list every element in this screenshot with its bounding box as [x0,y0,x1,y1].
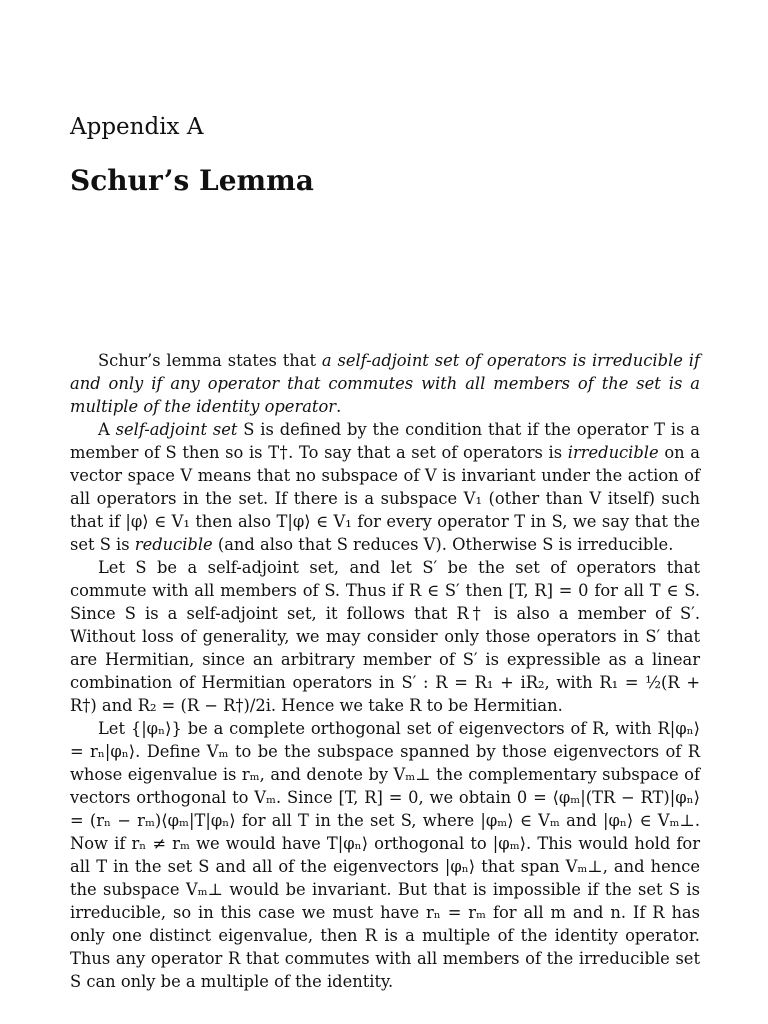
p1-italic-statement: a self-adjoint set of operators is irreducible if and only if any operator that commutes with all members of the set is a multiple of the identity operator [70,351,700,416]
paragraph-2 [70,418,700,556]
p2-italic-reducible: reducible [134,535,213,554]
chapter-title: Schur’s Lemma [70,164,314,197]
paragraph-4 [70,717,700,993]
paragraph-3 [70,556,700,717]
p2-text-1: A [98,420,116,439]
p4-text: Let {|φₙ⟩} be a complete orthogonal set of eigenvectors of R, with R|φₙ⟩ = rₙ|φₙ⟩. Define Vₘ to be the subspace spanned by those eigenvectors of R whose eigenvalue is rₘ, and denote by Vₘ⊥ the complementary subspace of vectors orthogonal to Vₘ. Since [T, R] = 0, we obtain 0 = ⟨φₘ|(TR − RT)|φₙ⟩ = (rₙ − rₘ)⟨φₘ|T|φₙ⟩ for all T in the set S, where |φₘ⟩ ∈ Vₘ and |φₙ⟩ ∈ Vₘ⊥. Now if rₙ ≠ rₘ we would have T|φₙ⟩ orthogonal to |φₘ⟩. This would hold for all T in the set S and all of the eigenvectors |φₙ⟩ that span Vₘ⊥, and hence the subspace Vₘ⊥ would be invariant. But that is impossible if the set S is irreducible, so in this case we must have rₙ = rₘ for all m and n. If R has only one distinct eigenvalue, then R is a multiple of the identity operator. Thus any operator R that commutes with all members of the irreducible set S can only be a multiple of the identity. [70,719,700,991]
p2-text-3: on a vector space V means that no subspace of V is invariant under the action of all operators in the set. If there is a subspace V₁ (other than V itself) such that if |φ⟩ ∈ V₁ then also T|φ⟩ ∈ V₁ for every operator T in S, we say that the set S is [70,443,700,554]
p2-italic-irreducible: irreducible [567,443,659,462]
p3-text: Let S be a self-adjoint set, and let S′ be the set of operators that commute with all members of S. Thus if R ∈ S′ then [T, R] = 0 for all T ∈ S. Since S is a self-adjoint set, it follows that R† is also a member of S′. Without loss of generality, we may consider only those operators in S′ that are Hermitian, since an arbitrary member of S′ is expressible as a linear combination of Hermitian operators in S′ : R = R₁ + iR₂, with R₁ = ½(R + R†) and R₂ = (R − R†)/2i. Hence we take R to be Hermitian. [70,558,700,715]
body-text [70,349,700,993]
p1-text-1: Schur’s lemma states that [98,351,322,370]
paragraph-1 [70,349,700,418]
p1-text-2: . [336,397,342,416]
appendix-label: Appendix A [70,114,204,140]
p2-italic-self-adjoint-set: self-adjoint set [115,420,238,439]
p2-text-2: S is defined by the condition that if the operator T is a member of S then so is T†. To say that a set of operators is [70,420,701,462]
p2-text-4: (and also that S reduces V). Otherwise S is irreducible. [212,535,674,554]
